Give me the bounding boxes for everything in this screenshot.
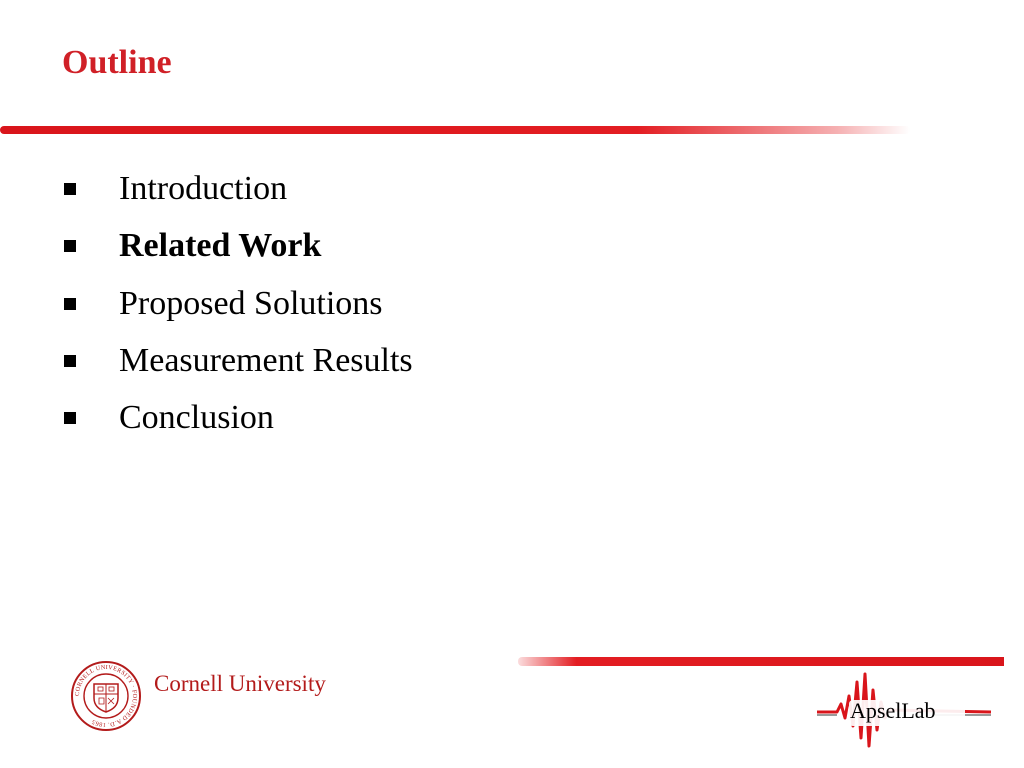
cornell-seal-logo: [70, 660, 142, 732]
outline-item-label: Related Work: [119, 227, 322, 265]
outline-item-label: Conclusion: [119, 399, 274, 437]
university-name: Cornell University: [154, 671, 326, 696]
outline-item-label: Introduction: [119, 170, 288, 207]
outline-item-label: Measurement Results: [119, 341, 413, 379]
outline-item-label: Proposed Solutions: [119, 284, 383, 322]
square-bullet-icon: [64, 298, 76, 310]
square-bullet-icon: [64, 355, 76, 367]
slide-title: Outline: [62, 44, 172, 81]
lab-name: ApselLab: [850, 698, 936, 723]
title-divider: [0, 126, 910, 134]
square-bullet-icon: [64, 412, 76, 424]
square-bullet-icon: [64, 183, 76, 195]
footer-divider: [518, 657, 1004, 666]
square-bullet-icon: [64, 240, 76, 252]
svg-text:CORNELL UNIVERSITY · FOUNDED A: CORNELL UNIVERSITY · FOUNDED A.D. 1865: [73, 663, 139, 729]
